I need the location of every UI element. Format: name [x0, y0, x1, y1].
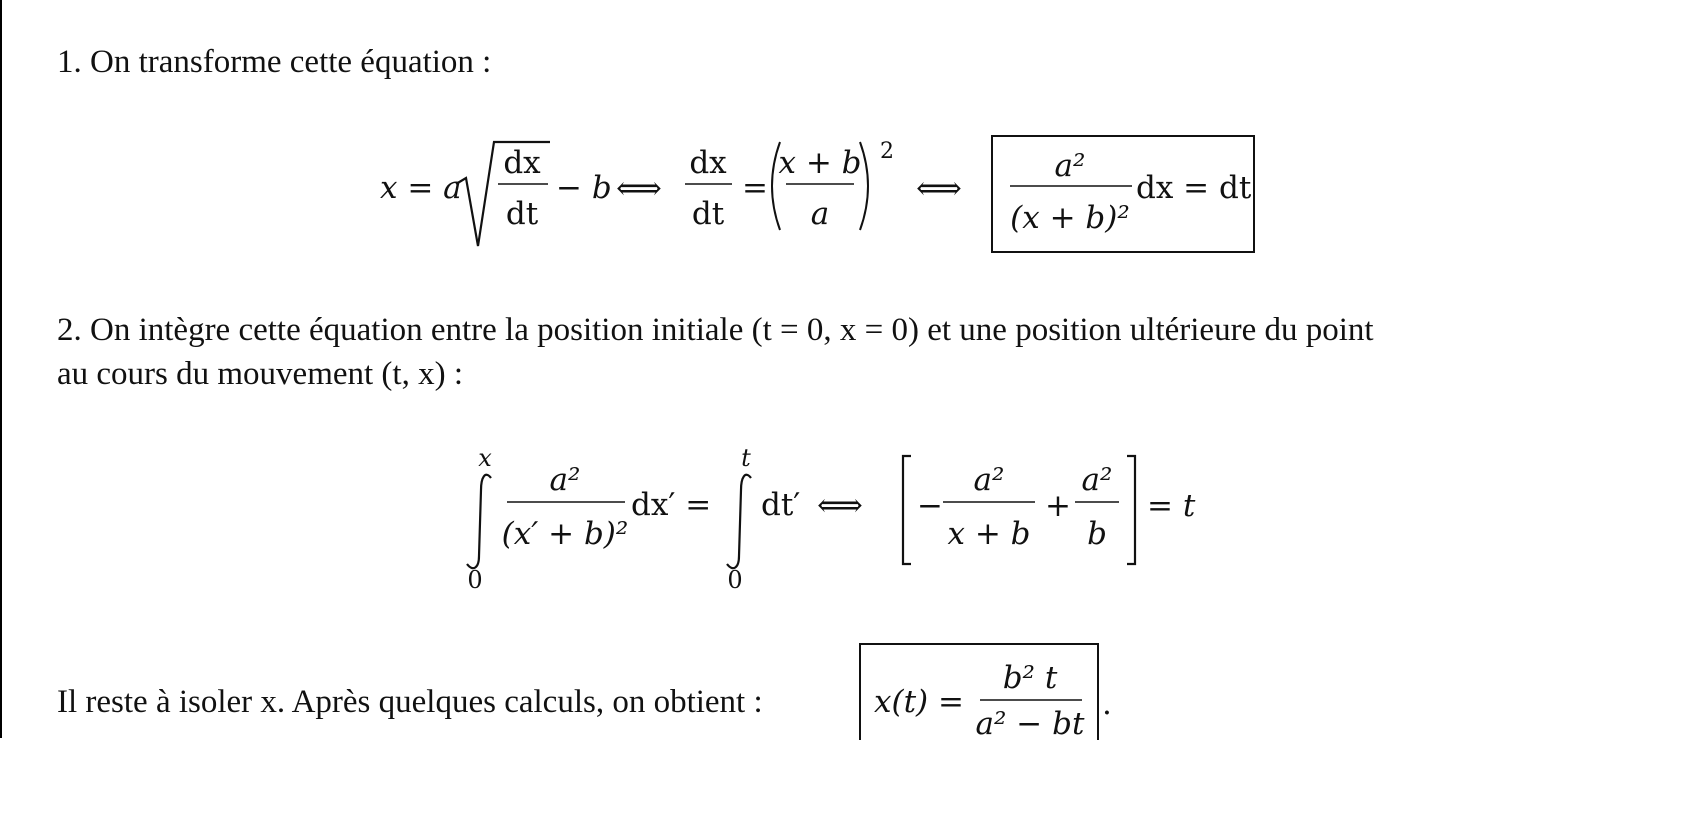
int2-lower: 0 [727, 566, 743, 590]
integral-2-sign [727, 475, 751, 568]
eq1-frac-den: dt [691, 196, 725, 232]
result-box [858, 642, 1118, 742]
eq2-rhs: = t [1147, 488, 1196, 524]
result-den: a² − bt [975, 706, 1085, 742]
conclusion-text: Il reste à isoler x. Après quelques calculs, on obtient : [57, 684, 763, 720]
margin-rule [0, 0, 2, 738]
eq1-iff-1: ⟺ [616, 169, 662, 207]
right-bracket [1127, 456, 1135, 564]
step-2-line-2: au cours du mouvement (t, x) : [57, 356, 463, 392]
eq1-lhs: x = a [380, 170, 462, 206]
result-num: b² t [1002, 660, 1058, 696]
result-lhs: x(t) = [874, 684, 964, 720]
clipped-heading-fragment [395, 0, 775, 2]
eq2-dtprime: dt′ [761, 487, 801, 523]
eq1-boxed-den: (x + b)² [1010, 200, 1130, 236]
eq2-f1-num: a² [973, 462, 1005, 498]
step-2-line-1: 2. On intègre cette équation entre la position initiale (t = 0, x = 0) et une position ultérieure du point [57, 312, 1374, 348]
eq2-dxprime: dx′ = [631, 487, 712, 523]
int1-lower: 0 [467, 566, 483, 590]
int1-upper: x [478, 444, 492, 472]
eq2-frac-den: (x′ + b)² [501, 516, 629, 552]
eq1-paren-den: a [810, 196, 830, 232]
eq1-sqrt-num: dx [503, 145, 541, 181]
eq1-boxed-num: a² [1054, 148, 1086, 184]
equation-1 [380, 128, 1260, 258]
eq2-iff: ⟺ [817, 486, 863, 524]
left-bracket [903, 456, 911, 564]
eq1-paren-num: x + b [778, 145, 862, 181]
integral-1-sign [467, 475, 491, 568]
eq1-equals: = [742, 170, 768, 206]
eq1-sqrt-den: dt [505, 196, 539, 232]
step-1-text: 1. On transforme cette équation : [57, 44, 492, 80]
eq1-boxed-rest: dx = dt [1136, 170, 1252, 206]
eq2-f1-den: x + b [947, 516, 1031, 552]
eq2-frac-num: a² [549, 462, 581, 498]
eq1-minus-b: − b [556, 170, 612, 206]
eq1-frac-num: dx [689, 145, 727, 181]
eq2-plus: + [1045, 488, 1071, 524]
eq1-exponent: 2 [880, 139, 894, 164]
eq2-minus: − [917, 488, 943, 524]
equation-2 [455, 440, 1215, 590]
eq1-iff-2: ⟺ [916, 169, 962, 207]
int2-upper: t [741, 444, 751, 472]
eq2-f2-den: b [1087, 516, 1107, 552]
eq2-f2-num: a² [1081, 462, 1113, 498]
result-period: . [1102, 686, 1112, 722]
